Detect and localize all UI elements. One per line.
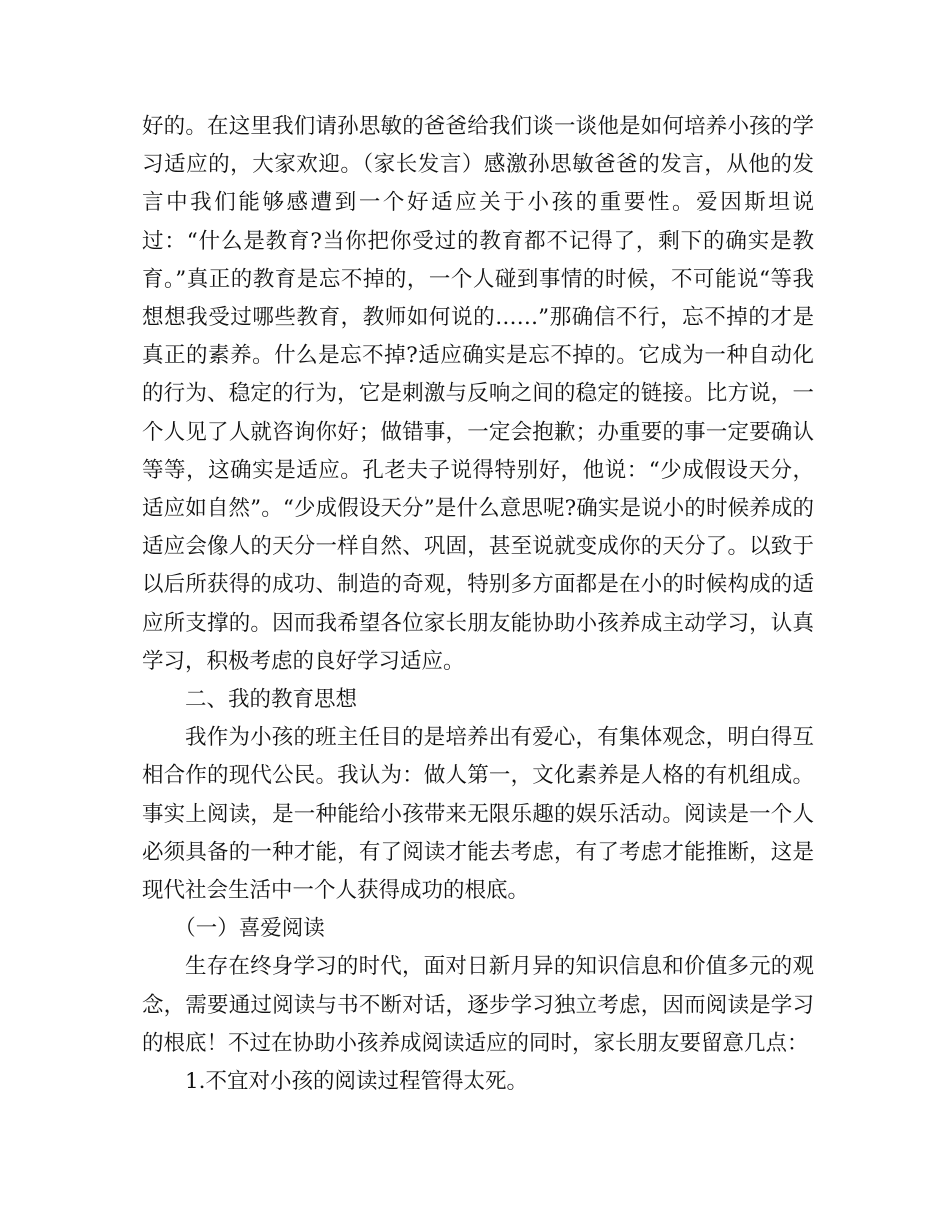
subsection-heading: （一）喜爱阅读: [174, 916, 325, 942]
document-body: [142, 108, 814, 1101]
body-paragraph: 生存在终身学习的时代，面对日新月异的知识信息和价值多元的观念，需要通过阅读与书不断对话，逐步学习独立考虑，因而阅读是学习的根底！不过在协助小孩养成阅读适应的同时，家长朋友要留意几点：: [142, 954, 814, 1056]
list-item: 1.不宜对小孩的阅读过程管得太死。: [185, 1069, 529, 1095]
body-paragraph: 好的。在这里我们请孙思敏的爸爸给我们谈一谈他是如何培养小孩的学习适应的，大家欢迎。（家长发言）感激孙思敏爸爸的发言，从他的发言中我们能够感遭到一个好适应关于小孩的重要性。爱因斯坦说过：“什么是教育?当你把你受过的教育都不记得了，剩下的确实是教育。”真正的教育是忘不掉的，一个人碰到事情的时候，不可能说“等我想想我受过哪些教育，教师如何说的……”那确信不行，忘不掉的才是真正的素养。什么是忘不掉?适应确实是忘不掉的。它成为一种自动化的行为、稳定的行为，它是刺激与反响之间的稳定的链接。比方说，一个人见了人就咨询你好；做错事，一定会抱歉；办重要的事一定要确认等等，这确实是适应。孔老夫子说得特别好，他说：“少成假设天分，适应如自然”。“少成假设天分”是什么意思呢?确实是说小的时候养成的适应会像人的天分一样自然、巩固，甚至说就变成你的天分了。以致于以后所获得的成功、制造的奇观，特别多方面都是在小的时候构成的适应所支撑的。因而我希望各位家长朋友能协助小孩养成主动学习，认真学习，积极考虑的良好学习适应。: [142, 114, 814, 674]
body-paragraph: 我作为小孩的班主任目的是培养出有爱心，有集体观念，明白得互相合作的现代公民。我认为：做人第一，文化素养是人格的有机组成。事实上阅读，是一种能给小孩带来无限乐趣的娱乐活动。阅读是一个人必须具备的一种才能，有了阅读才能去考虑，有了考虑才能推断，这是现代社会生活中一个人获得成功的根底。: [142, 725, 814, 904]
section-heading: 二、我的教育思想: [185, 687, 358, 713]
